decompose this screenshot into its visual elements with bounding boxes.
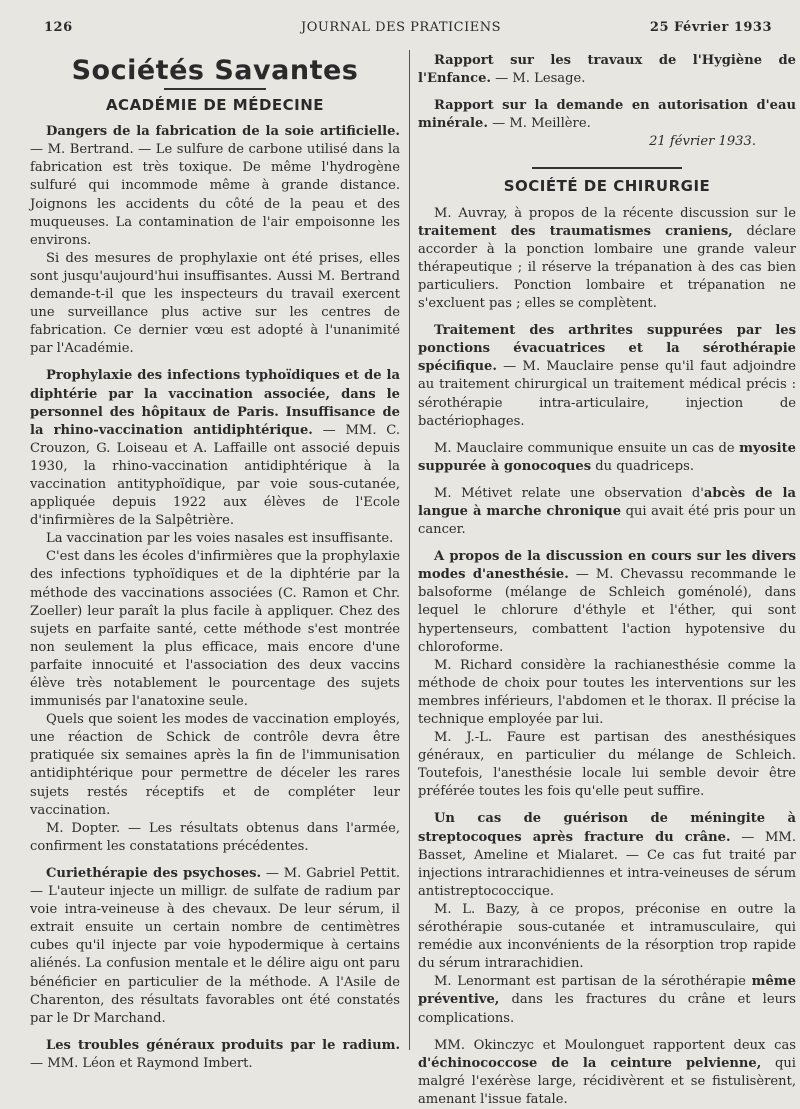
surgery-bazy: M. L. Bazy, à ce propos, préconise en outre la sérothérapie sous-cutanée et intramusculaire, qui remédie aux inconvénients de la résorption trop rapide du sérum intrarachidien.: [418, 901, 796, 972]
surgery-abscess-intro: M. Métivet relate une observation d': [434, 485, 704, 501]
surgery-trauma-intro: M. Auvray, à propos de la récente discussion sur le: [434, 205, 796, 221]
article-curie-p1: [30, 865, 400, 1028]
article-radium: [30, 1037, 400, 1073]
surgery-faure: M. J.-L. Faure est partisan des anesthésiques généraux, en particulier du mélange de Schleich. Toutefois, l'anesthésie locale lui semble devoir être préférée toutes les fois qu'elle peut suffire.: [418, 730, 796, 800]
surgery-lenormant-intro: M. Lenormant est partisan de la sérothérapie: [434, 974, 752, 990]
surgery-echinococcosis-text: qui malgré l'exérèse large, récidivèrent et se fistulisèrent, amenant l'issue fatale.: [418, 1055, 796, 1107]
article-curie-title: Curiethérapie des psychoses.: [46, 865, 262, 881]
surgery-abscess: [418, 485, 796, 539]
surgery-abscess-topic: abcès de la langue à marche chronique: [418, 485, 796, 519]
report-mineral-water-author: — M. Meillère.: [487, 116, 591, 132]
page-number: 126: [44, 20, 73, 35]
report-hygiene-author: — M. Lesage.: [490, 71, 586, 87]
article-silk-title: Dangers de la fabrication de la soie artificielle.: [46, 124, 400, 140]
surgery-richard: M. Richard considère la rachianesthésie comme la méthode de choix pour toutes les interventions sur les membres inférieurs, l'abdomen et le thorax. Il précise la technique employée par lui.: [418, 657, 796, 727]
session-date: 21 février 1933.: [649, 134, 756, 150]
surgery-lenormant-topic: même préventive,: [418, 974, 796, 1008]
report-mineral-water-title: Rapport sur la demande en autorisation d'eau minérale.: [418, 98, 796, 132]
title-rule: [164, 88, 266, 90]
surgery-myositis-topic: myosite suppurée à gonocoques: [418, 440, 796, 474]
article-vaccination-p5: M. Dopter. — Les résultats obtenus dans l'armée, confirment les constatations précédentes.: [30, 820, 400, 854]
column-divider: [409, 50, 410, 1050]
surgery-myositis: [418, 440, 796, 476]
page-header: [30, 16, 772, 40]
surgery-arthritis-title: Traitement des arthrites suppurées par les ponctions évacuatrices et la sérothérapie spécifique.: [418, 323, 796, 375]
article-radium-title: Les troubles généraux produits par le radium.: [46, 1037, 400, 1053]
article-vaccination-p3: C'est dans les écoles d'infirmières que la prophylaxie des infections typhoïdiques et de la diphtérie par la méthode des vaccinations associées (C. Ramon et Chr. Zoeller) leur paraît la plus facile à appliquer. Chez des sujets en parfaite santé, cette méthode s'est montrée non seulement la plus efficace, mais encore d'une parfaite innocuité et l'association des deux vaccins élève très notablement le pourcentage des sujets immunisés par l'anatoxine seule.: [30, 549, 400, 710]
report-hygiene-title: Rapport sur les travaux de l'Hygiène de l'Enfance.: [418, 53, 796, 87]
society-rule: [532, 167, 682, 169]
article-vaccination-p1: [30, 367, 400, 530]
surgery-arthritis-text: — M. Mauclaire pense qu'il faut adjoindre au traitement chirurgical un traitement médical précis : sérothérapie intra-articulaire, injection de bactériophages.: [418, 359, 796, 429]
academy-heading: ACADÉMIE DE MÉDECINE: [105, 96, 325, 115]
surgery-meningitis-title: Un cas de guérison de méningite à streptocoques après fracture du crâne.: [418, 811, 796, 845]
article-silk-text: — M. Bertrand. — Le sulfure de carbone utilisé dans la fabrication est très toxique. De même l'hydrogène sulfuré qui incommode même à grande distance. Joignons les accidents du côté de la peau et des muqueuses. La contamination de l'air empoisonne les environs.: [30, 142, 400, 248]
surgery-anesthesia-text: — M. Chevassu recommande le balsoforme (mélange de Schleich goménolé), dans lequel le chlorure d'éthyle et l'éther, qui sont hypertenseurs, combattent l'action hypotensive du chloroforme.: [418, 567, 796, 655]
report-mineral-water: [418, 97, 796, 133]
issue-date: 25 Février 1933: [649, 20, 772, 35]
article-silk-p2: Si des mesures de prophylaxie ont été prises, elles sont jusqu'aujourd'hui insuffisantes. Aussi M. Bertrand demande-t-il que les inspecteurs du travail exercent une surveillance plus active sur les centres de fabrication. Ce dernier vœu est adopté à l'unanimité par l'Académie.: [30, 250, 400, 357]
surgery-lenormant-text: dans les fractures du crâne et leurs complications.: [418, 992, 796, 1026]
article-vaccination-text: — MM. C. Crouzon, G. Loiseau et A. Laffaille ont associé depuis 1930, la rhino-vaccination antidiphtérique à la vaccination antityphoïdique, par voie sous-cutanée, appliquée depuis 1922 aux élèves de l'Ecole d'infirmières de la Salpêtrière.: [30, 422, 400, 529]
article-radium-text: — MM. Léon et Raymond Imbert.: [30, 1055, 253, 1071]
report-hygiene: [418, 52, 796, 88]
surgery-arthritis: [418, 322, 796, 431]
surgery-lenormant: [418, 973, 796, 1027]
surgery-echinococcosis-topic: d'échinococcose de la ceinture pelvienne,: [418, 1055, 762, 1071]
surgery-meningitis: [418, 810, 796, 900]
article-vaccination-p4: Quels que soient les modes de vaccination employés, une réaction de Schick de contrôle devra être pratiquée six semaines après la fin de l'immunisation antidiphtérique pour permettre de déceler les rares sujets restés réceptifs et de compléter leur vaccination.: [30, 712, 400, 818]
surgery-trauma-text: déclare accorder à la ponction lombaire une grande valeur thérapeutique ; il réserve la trépanation à des cas bien particuliers. Ponction lombaire et trépanation ne s'excluent pas ; elles se complètent.: [418, 223, 796, 312]
right-column: [418, 52, 796, 1109]
surgery-trauma-topic: traitement des traumatismes craniens,: [418, 223, 733, 239]
surgery-trauma: [418, 205, 796, 314]
society-heading: SOCIÉTÉ DE CHIRURGIE: [503, 177, 711, 196]
section-title: Sociétés Savantes: [71, 55, 359, 86]
article-vaccination-title: Prophylaxie des infections typhoïdiques et de la diphtérie par la vaccination associée, dans le personnel des hôpitaux de Paris. Insuffisance de la rhino-vaccination antidiphtérique.: [30, 368, 400, 438]
article-vaccination-p2: La vaccination par les voies nasales est insuffisante.: [46, 531, 394, 547]
surgery-echinococcosis-intro: MM. Okinczyc et Moulonguet rapportent deux cas: [434, 1037, 796, 1053]
article-curie-text: — M. Gabriel Pettit. — L'auteur injecte un milligr. de sulfate de radium par voie intra-veineuse à des chevaux. De leur sérum, il extrait ensuite un certain nombre de centimètres cubes qu'il injecte par voie hypodermique à certains aliénés. La confusion mentale et le délire aigu ont paru bénéficier en particulier de la méthode. A l'Asile de Charenton, des résultats favorables ont été constatés par le Dr Marchand.: [30, 865, 401, 1026]
surgery-echinococcosis: [418, 1037, 796, 1109]
surgery-anesthesia-title: A propos de la discussion en cours sur les divers modes d'anesthésie.: [418, 549, 796, 583]
surgery-meningitis-text: — MM. Basset, Ameline et Mialaret. — Ce cas fut traité par injections intrarachidiennes et intra-veineuses de sérum antistreptococcique.: [418, 829, 796, 899]
surgery-abscess-text: qui avait été pris pour un cancer.: [418, 503, 796, 538]
left-column: [30, 52, 400, 1073]
journal-title: JOURNAL DES PRATICIENS: [301, 20, 501, 35]
article-silk-p1: [30, 123, 400, 250]
surgery-anesthesia: [418, 548, 796, 657]
surgery-myositis-intro: M. Mauclaire communique ensuite un cas de: [434, 440, 740, 456]
surgery-myositis-text: du quadriceps.: [591, 458, 695, 474]
